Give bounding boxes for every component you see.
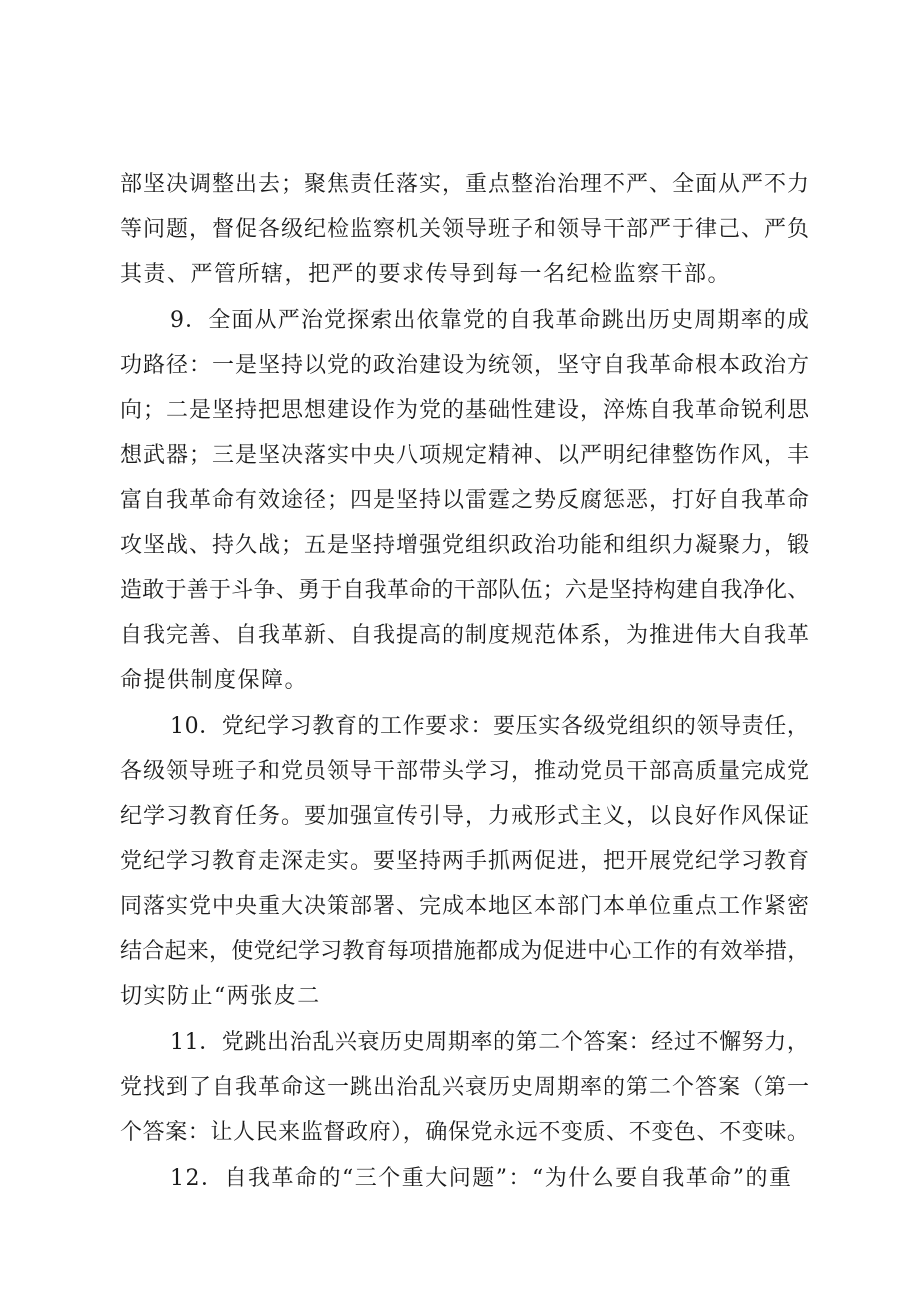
para-9-line-7: 造敢于善于斗争、勇于自我革命的干部队伍；六是坚持构建自我净化、 <box>120 578 810 603</box>
para-12-line-1: 12．自我革命的“三个重大问题”：“为什么要自我革命”的重 <box>170 1166 793 1191</box>
para-10-line-3: 纪学习教育任务。要加强宣传引导，力戒形式主义，以良好作风保证 <box>120 804 811 829</box>
para-10-line-2: 各级领导班子和党员领导干部带头学习，推动党员干部高质量完成党 <box>120 759 811 784</box>
para-11-line-2: 党找到了自我革命这一跳出治乱兴衰历史周期率的第二个答案（第一 <box>120 1075 811 1100</box>
para-10-line-7: 切实防止“两张皮二 <box>120 984 321 1009</box>
para-10-line-5: 同落实党中央重大决策部署、完成本地区本部门本单位重点工作紧密 <box>120 894 811 919</box>
para-10-line-1: 10．党纪学习教育的工作要求：要压实各级党组织的领导责任， <box>170 714 810 739</box>
para-8-line-2: 等问题，督促各级纪检监察机关领导班子和领导干部严于律己、严负 <box>120 217 811 242</box>
para-9-line-3: 向；二是坚持把思想建设作为党的基础性建设，淬炼自我革命锐利思 <box>120 398 811 423</box>
para-9-line-8: 自我完善、自我革新、自我提高的制度规范体系，为推进伟大自我革 <box>120 623 811 648</box>
para-10-line-6: 结合起来，使党纪学习教育每项措施都成为促进中心工作的有效举措， <box>120 939 810 964</box>
para-9-line-4: 想武器；三是坚决落实中央八项规定精神、以严明纪律整饬作风，丰 <box>120 443 811 468</box>
para-8-line-1: 部坚决调整出去；聚焦责任落实，重点整治治理不严、全面从严不力 <box>120 172 811 197</box>
para-10-line-4: 党纪学习教育走深走实。要坚持两手抓两促进，把开展党纪学习教育 <box>120 849 811 874</box>
para-9-line-5: 富自我革命有效途径；四是坚持以雷霆之势反腐惩恶，打好自我革命 <box>120 488 811 513</box>
para-11-line-1: 11．党跳出治乱兴衰历史周期率的第二个答案：经过不懈努力， <box>170 1030 810 1055</box>
para-11-line-3: 个答案：让人民来监督政府），确保党永远不变质、不变色、不变味。 <box>120 1120 810 1145</box>
para-9-line-6: 攻坚战、持久战；五是坚持增强党组织政治功能和组织力凝聚力，锻 <box>120 533 811 558</box>
para-8-line-3: 其责、严管所辖，把严的要求传导到每一名纪检监察干部。 <box>120 262 732 287</box>
para-9-line-1: 9．全面从严治党探索出依靠党的自我革命跳出历史周期率的成 <box>170 308 810 333</box>
para-9-line-2: 功路径：一是坚持以党的政治建设为统领，坚守自我革命根本政治方 <box>120 353 811 378</box>
para-9-line-9: 命提供制度保障。 <box>120 668 309 693</box>
